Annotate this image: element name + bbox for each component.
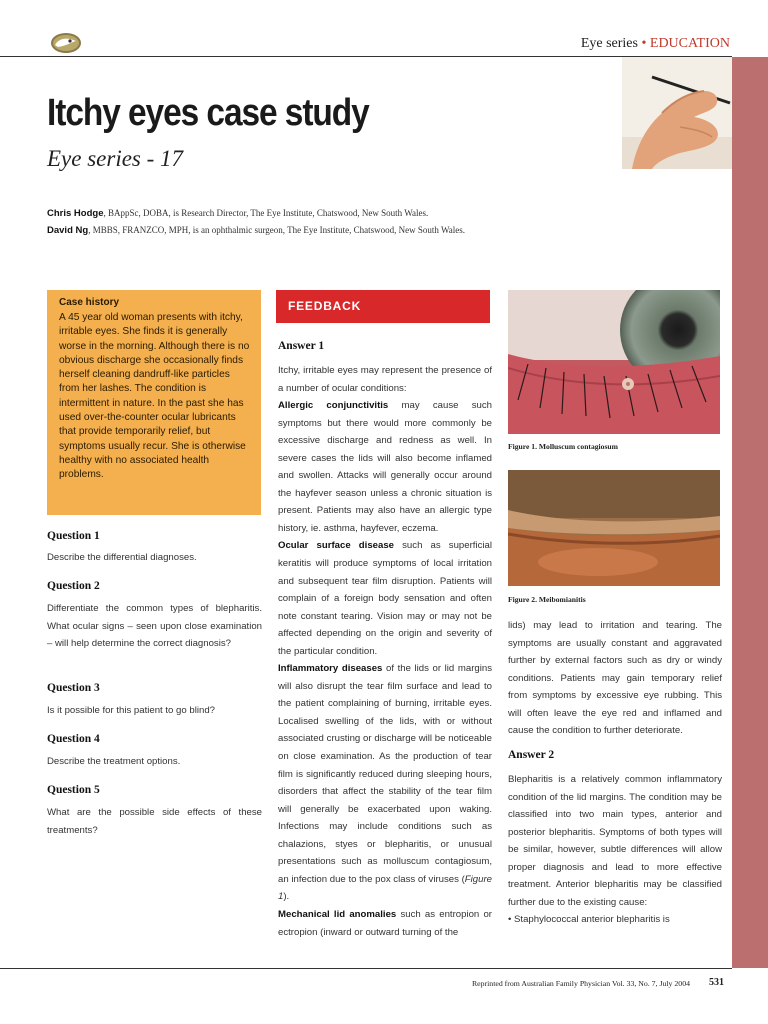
figure-1-image: [508, 290, 720, 434]
author-details: , BAppSc, DOBA, is Research Director, The Eye Institute, Chatswood, New South Wales.: [103, 208, 429, 218]
answer-heading: Answer 1: [278, 340, 325, 352]
author-line: [47, 225, 465, 236]
term-mechanical-lid-anomalies: Mechanical lid anomalies: [278, 908, 397, 920]
figure-2-image: [508, 470, 720, 586]
paragraph-text: of the lids or lid margins will also disrupt the tear film surface and lead to the patient complaining of burning, irritable eyes. Localised swelling of the lids, with or without associated crusting or discharge will be noticeable on close examination. As the production of tear film is significantly reduced during sleeping hours, disorders that affect the stability of the tear film will generally be exacerbated upon waking. Infections may include conditions such as chalazions, styes or blepharitis, or unusual presentations such as molluscum contagiosum, an infection due to the pox class of viruses (: [278, 663, 492, 885]
feedback-label: FEEDBACK: [288, 299, 362, 313]
term-ocular-surface-disease: Ocular surface disease: [278, 540, 394, 552]
series-bullet: •: [641, 36, 647, 51]
author-name: Chris Hodge: [47, 208, 104, 219]
question-text: Describe the differential diagnoses.: [47, 552, 197, 563]
journal-logo: [50, 32, 82, 54]
bullet-item: • Staphylococcal anterior blepharitis is: [508, 914, 670, 926]
page-subtitle: Eye series - 17: [47, 146, 184, 171]
question-text: Describe the treatment options.: [47, 756, 181, 767]
paragraph-text: such as entropion or ectropion (inward or outward turning of the: [278, 908, 492, 938]
hand-writing-photo: [622, 57, 732, 169]
paragraph-text: Blepharitis is a relatively common inflammatory condition of the lid margins. The condition may be classified into two main types, anterior and posterior blepharitis. Symptoms of both types will be similar, however, subtle differences will allow proper diagnosis and lead to more effective treatment. Anterior blepharitis may be classified further due to the existing cause:: [508, 774, 722, 908]
case-history-box: [47, 290, 261, 515]
figure-1-caption: Figure 1. Molluscum contagiosum: [508, 442, 618, 451]
term-allergic-conjunctivitis: Allergic conjunctivitis: [278, 400, 389, 412]
feedback-banner: [276, 290, 490, 323]
case-history-heading: Case history: [59, 297, 120, 308]
figure-reference: Figure 1: [278, 873, 492, 903]
answer-heading: Answer 2: [508, 749, 555, 761]
feedback-body: [278, 362, 492, 941]
author-details: , MBBS, FRANZCO, MPH, is an ophthalmic surgeon, The Eye Institute, Chatswood, New South Wales.: [88, 225, 465, 235]
right-margin-band: [732, 57, 768, 968]
continued-body: lids) may lead to irritation and tearing. The symptoms are usually constant and aggravated further by external factors such as dry or windy conditions. Patients may gain temporary relief from symptoms by excessive eye rubbing. This will often leave the eye red and inflamed and cause the condition to further deteriorate.: [508, 620, 722, 737]
term-inflammatory-diseases: Inflammatory diseases: [278, 663, 383, 675]
question-text: Differentiate the common types of blepharitis. What ocular signs – seen upon close examination – will help determine the correct diagnosis?: [47, 603, 262, 650]
question-heading: Question 4: [47, 733, 100, 745]
question-heading: Question 1: [47, 530, 100, 542]
question-heading: Question 2: [47, 580, 100, 592]
question-heading: Question 3: [47, 682, 100, 694]
answer-2-body: [508, 771, 722, 929]
question-text: Is it possible for this patient to go blind?: [47, 705, 215, 716]
author-line: [47, 208, 428, 219]
question-heading: Question 5: [47, 784, 100, 796]
figure-2-caption: Figure 2. Meibomianitis: [508, 595, 586, 604]
footer-rule: [0, 968, 732, 969]
footer-citation: Reprinted from Australian Family Physician Vol. 33, No. 7, July 2004: [471, 979, 690, 988]
case-history-text: A 45 year old woman presents with itchy, irritable eyes. She finds it is generally worse in the morning. Although there is no obvious discharge she occasionally finds herself cleaning dandruff-like particles from her lashes. The condition is intermittent in nature. In the past she has used over-the-counter ocular lubricants that provide temporarily relief, but symptoms usually recur. She is otherwise healthy with no associated health problems.: [59, 312, 250, 481]
paragraph-text: such as superficial keratitis will produce symptoms of local irritation and subsequent tear film disruption. Patients will complain of a foreign body sensation and often note constant tearing. Vision may or may not be affected depending on the origin and severity of the particular condition.: [278, 540, 492, 657]
page-title: Itchy eyes case study: [47, 92, 369, 134]
page-number: 531: [709, 977, 724, 988]
section-name: EDUCATION: [649, 36, 730, 51]
paragraph-text: ).: [283, 891, 290, 903]
feedback-intro: Itchy, irritable eyes may represent the presence of a number of ocular conditions:: [278, 365, 492, 394]
question-text: What are the possible side effects of these treatments?: [47, 807, 262, 836]
paragraph-text: may cause such symptoms but there would more commonly be excessive discharge and redness as well. In severe cases the lids will also become inflamed and swollen. Attacks will generally occur around the hayfever season unless a chronic situation is present. Patients may also have an allergic type history, ie. asthma, hayfever, eczema.: [278, 400, 492, 534]
series-name: Eye series: [580, 36, 638, 51]
series-tag: [581, 36, 730, 52]
author-name: David Ng: [47, 225, 89, 236]
